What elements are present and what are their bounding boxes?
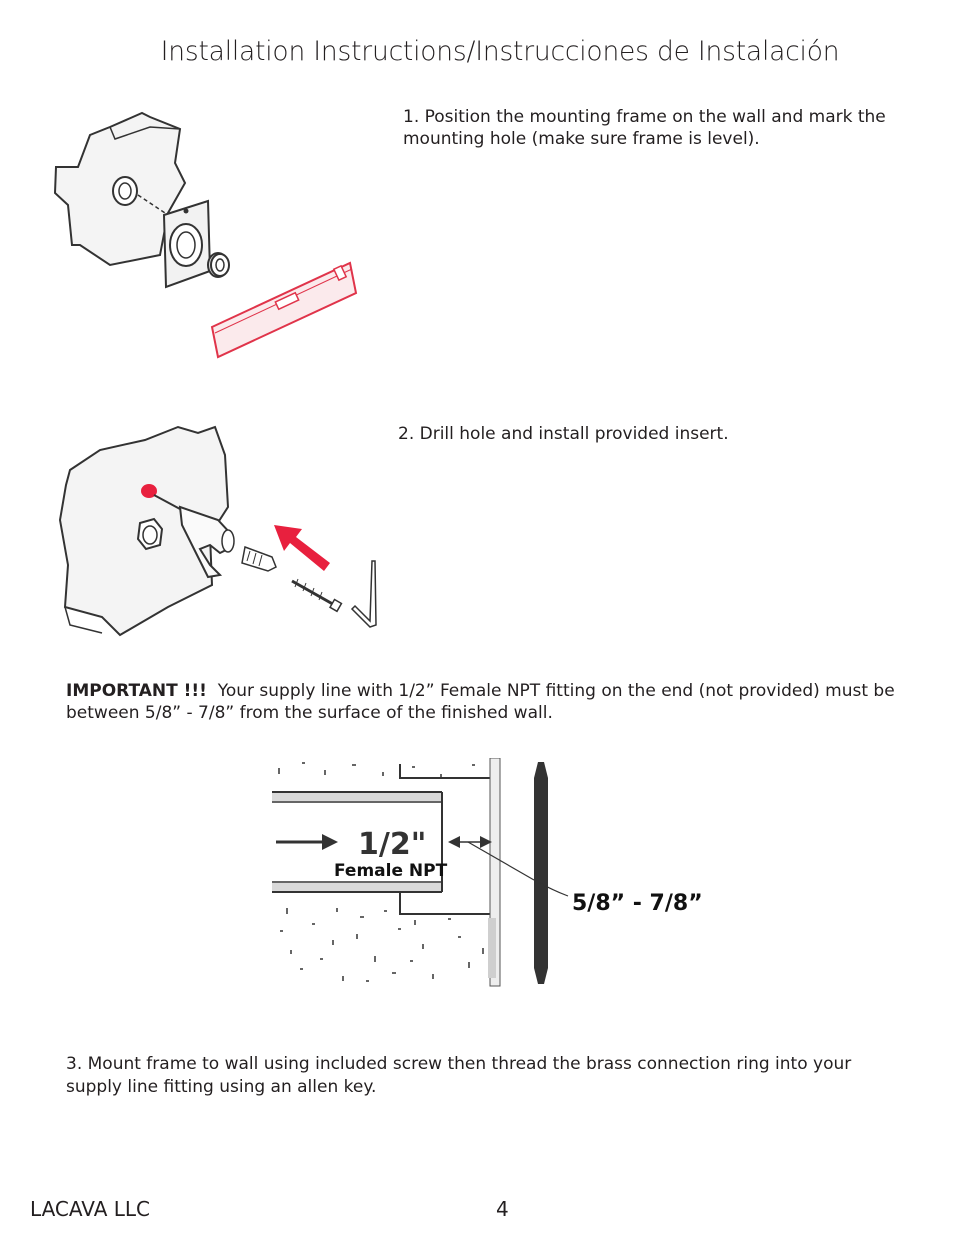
page-number: 4 <box>496 1197 509 1221</box>
important-text: Your supply line with 1/2” Female NPT fitting on the end (not provided) must be between 5/8” - 7/8” from the surface of the finished wall. <box>66 681 895 723</box>
step-2-text: 2. Drill hole and install provided insert. <box>398 424 729 444</box>
drill-hole-illustration <box>50 425 385 637</box>
important-label: IMPORTANT !!! <box>66 681 207 701</box>
footer-company: LACAVA LLC <box>30 1197 150 1221</box>
supply-line-diagram <box>272 758 722 988</box>
pipe-size-label: 1/2" <box>358 827 427 862</box>
step-1-text: 1. Position the mounting frame on the wall and mark the mounting hole (make sure frame is level). <box>403 107 886 149</box>
distance-label: 5/8” - 7/8” <box>572 891 703 916</box>
important-note <box>66 680 906 724</box>
page-title: Installation Instructions/Instrucciones de Instalación <box>160 36 840 67</box>
mounting-frame-illustration <box>50 105 365 367</box>
fitting-label: Female NPT <box>334 861 448 881</box>
step-3-text: 3. Mount frame to wall using included screw then thread the brass connection ring into your supply line fitting using an allen key. <box>66 1054 852 1097</box>
